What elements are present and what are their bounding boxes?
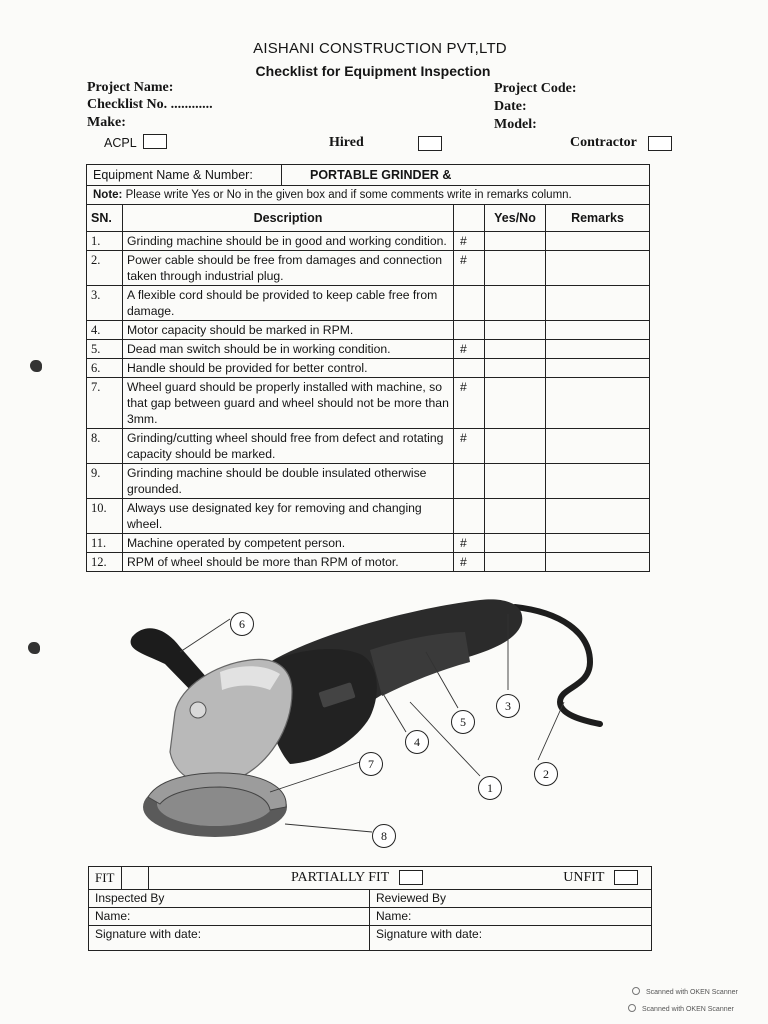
- checklist-description: Grinding/cutting wheel should free from defect and rotating capacity should be marked.: [123, 429, 454, 464]
- hired-checkbox[interactable]: [418, 136, 442, 151]
- callout-2: 2: [534, 762, 558, 786]
- company-name: AISHANI CONSTRUCTION PVT,LTD: [253, 40, 507, 57]
- equipment-row: [87, 165, 650, 186]
- checklist-sn: 9.: [87, 464, 123, 499]
- checklist-sn: 7.: [87, 378, 123, 429]
- checklist-description: Grinding machine should be double insulated otherwise grounded.: [123, 464, 454, 499]
- yes-no-field[interactable]: [485, 534, 546, 553]
- signoff-table: [88, 866, 652, 951]
- checklist-mark: #: [454, 553, 485, 572]
- fit-label: FIT: [89, 867, 122, 889]
- checklist-description: Wheel guard should be properly installed with machine, so that gap between guard and wheel should not be more than 3mm.: [123, 378, 454, 429]
- scanner-watermark-2: Scanned with OKEN Scanner: [628, 1004, 734, 1013]
- checklist-row: [87, 429, 650, 464]
- checklist-table: [86, 164, 650, 572]
- checklist-mark: #: [454, 251, 485, 286]
- remarks-field[interactable]: [546, 499, 650, 534]
- hired-label: Hired: [329, 135, 364, 150]
- callout-1: 1: [478, 776, 502, 800]
- checklist-row: [87, 378, 650, 429]
- yes-no-field[interactable]: [485, 499, 546, 534]
- checklist-row: [87, 499, 650, 534]
- callout-8: 8: [372, 824, 396, 848]
- checklist-sn: 5.: [87, 340, 123, 359]
- acpl-option: [104, 134, 167, 150]
- remarks-field[interactable]: [546, 429, 650, 464]
- checklist-row: [87, 534, 650, 553]
- checklist-sn: 10.: [87, 499, 123, 534]
- column-header-row: [87, 205, 650, 232]
- checklist-row: [87, 340, 650, 359]
- equipment-value[interactable]: PORTABLE GRINDER &: [310, 168, 452, 182]
- checklist-description: A flexible cord should be provided to keep cable free from damage.: [123, 286, 454, 321]
- yes-no-field[interactable]: [485, 251, 546, 286]
- callout-3: 3: [496, 694, 520, 718]
- yes-no-field[interactable]: [485, 553, 546, 572]
- checklist-sn: 11.: [87, 534, 123, 553]
- col-remarks: Remarks: [546, 205, 650, 232]
- checklist-row: [87, 553, 650, 572]
- contractor-checkbox[interactable]: [648, 136, 672, 151]
- scanner-watermark-1: Scanned with OKEN Scanner: [632, 987, 738, 996]
- checklist-sn: 8.: [87, 429, 123, 464]
- col-yes-no: Yes/No: [485, 205, 546, 232]
- checklist-description: Power cable should be free from damages and connection taken through industrial plug.: [123, 251, 454, 286]
- inspector-name-field[interactable]: Name:: [89, 908, 370, 925]
- checklist-mark: [454, 464, 485, 499]
- remarks-field[interactable]: [546, 464, 650, 499]
- checklist-row: [87, 321, 650, 340]
- yes-no-field[interactable]: [485, 340, 546, 359]
- checklist-mark: [454, 359, 485, 378]
- col-mark: [454, 205, 485, 232]
- inspector-row: [89, 889, 651, 907]
- checklist-row: [87, 359, 650, 378]
- project-code-label: Project Code:: [494, 81, 577, 96]
- checklist-description: Handle should be provided for better control.: [123, 359, 454, 378]
- remarks-field[interactable]: [546, 534, 650, 553]
- remarks-field[interactable]: [546, 251, 650, 286]
- reviewer-signature-field[interactable]: Signature with date:: [376, 927, 483, 941]
- checklist-description: Machine operated by competent person.: [123, 534, 454, 553]
- punch-hole-mark: [30, 360, 42, 372]
- checklist-row: [87, 232, 650, 251]
- partially-fit-label: PARTIALLY FIT: [291, 870, 390, 885]
- yes-no-field[interactable]: [485, 321, 546, 340]
- remarks-field[interactable]: [546, 232, 650, 251]
- checklist-mark: [454, 321, 485, 340]
- model-label: Model:: [494, 117, 537, 132]
- checklist-mark: #: [454, 378, 485, 429]
- remarks-field[interactable]: [546, 340, 650, 359]
- acpl-label: ACPL: [104, 136, 137, 150]
- checklist-description: Grinding machine should be in good and working condition.: [123, 232, 454, 251]
- checklist-mark: #: [454, 429, 485, 464]
- partially-fit-checkbox[interactable]: [399, 870, 423, 885]
- note-row: [87, 186, 650, 205]
- note-text: Please write Yes or No in the given box and if some comments write in remarks column.: [125, 189, 572, 201]
- col-sn: SN.: [87, 205, 123, 232]
- scanner-logo-icon: [628, 1004, 636, 1012]
- remarks-field[interactable]: [546, 359, 650, 378]
- yes-no-field[interactable]: [485, 378, 546, 429]
- checklist-no-label: Checklist No. ............: [87, 97, 213, 112]
- checklist-mark: [454, 286, 485, 321]
- checklist-rows: [87, 232, 650, 572]
- checklist-description: Always use designated key for removing and changing wheel.: [123, 499, 454, 534]
- remarks-field[interactable]: [546, 553, 650, 572]
- checklist-description: RPM of wheel should be more than RPM of motor.: [123, 553, 454, 572]
- fitness-row: [89, 867, 651, 889]
- checklist-mark: #: [454, 340, 485, 359]
- checklist-row: [87, 251, 650, 286]
- callout-7: 7: [359, 752, 383, 776]
- checklist-sn: 3.: [87, 286, 123, 321]
- checklist-mark: [454, 499, 485, 534]
- inspector-signature-field[interactable]: Signature with date:: [89, 926, 370, 950]
- make-label: Make:: [87, 115, 126, 130]
- checklist-row: [87, 286, 650, 321]
- date-label: Date:: [494, 99, 527, 114]
- checklist-mark: #: [454, 232, 485, 251]
- unfit-checkbox[interactable]: [614, 870, 638, 885]
- name-row: [89, 907, 651, 925]
- checklist-sn: 4.: [87, 321, 123, 340]
- grinder-figure: [120, 592, 620, 862]
- yes-no-field[interactable]: [485, 359, 546, 378]
- note-label: Note:: [93, 189, 123, 201]
- checklist-description: Dead man switch should be in working condition.: [123, 340, 454, 359]
- checklist-description: Motor capacity should be marked in RPM.: [123, 321, 454, 340]
- punch-hole-mark: [28, 642, 40, 654]
- callout-5: 5: [451, 710, 475, 734]
- power-cord: [515, 607, 600, 724]
- checklist-sn: 6.: [87, 359, 123, 378]
- document-title: Checklist for Equipment Inspection: [255, 63, 491, 79]
- fit-checkbox[interactable]: [122, 867, 149, 889]
- reviewed-by-label: Reviewed By: [376, 891, 447, 905]
- equipment-label: Equipment Name & Number:: [87, 165, 282, 185]
- project-name-label: Project Name:: [87, 80, 174, 95]
- yes-no-field[interactable]: [485, 232, 546, 251]
- scanner-logo-icon: [632, 987, 640, 995]
- yes-no-field[interactable]: [485, 429, 546, 464]
- col-description: Description: [123, 205, 454, 232]
- contractor-label: Contractor: [570, 135, 637, 150]
- acpl-checkbox[interactable]: [143, 134, 167, 149]
- callout-4: 4: [405, 730, 429, 754]
- remarks-field[interactable]: [546, 378, 650, 429]
- reviewer-name-field[interactable]: Name:: [376, 909, 412, 923]
- checklist-sn: 1.: [87, 232, 123, 251]
- callout-6: 6: [230, 612, 254, 636]
- signature-row: [89, 925, 651, 950]
- yes-no-field[interactable]: [485, 286, 546, 321]
- remarks-field[interactable]: [546, 321, 650, 340]
- checklist-sn: 2.: [87, 251, 123, 286]
- checklist-row: [87, 464, 650, 499]
- inspected-by-label: Inspected By: [89, 890, 370, 907]
- checklist-mark: #: [454, 534, 485, 553]
- unfit-label: UNFIT: [563, 870, 605, 885]
- yes-no-field[interactable]: [485, 464, 546, 499]
- remarks-field[interactable]: [546, 286, 650, 321]
- checklist-sn: 12.: [87, 553, 123, 572]
